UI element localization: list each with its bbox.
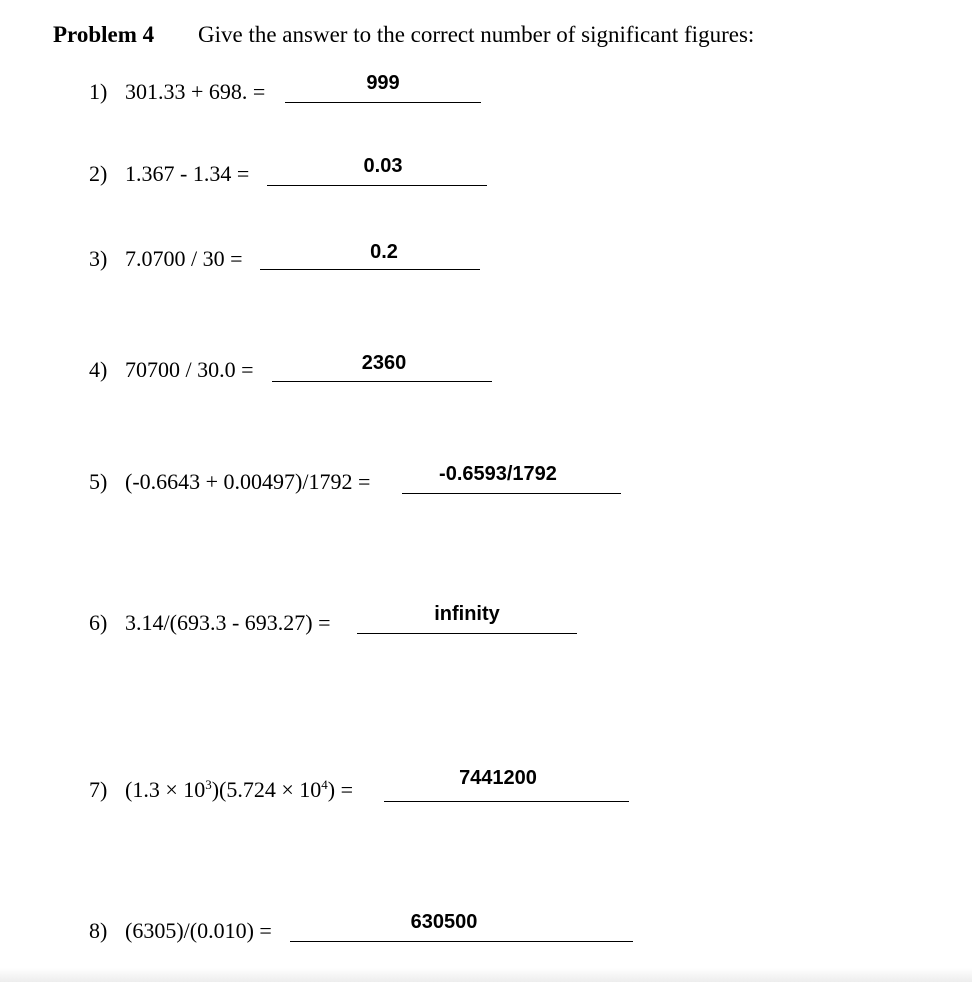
answer-4: 2360 xyxy=(361,352,407,374)
problem-header xyxy=(53,20,755,50)
problem-number: 8) xyxy=(89,918,108,943)
answer-7: 7441200 xyxy=(459,767,537,789)
answer-2: 0.03 xyxy=(363,155,403,177)
problem-3 xyxy=(89,245,243,273)
problem-7 xyxy=(89,776,353,804)
answer-8: 630500 xyxy=(410,911,478,933)
page-bottom-edge xyxy=(0,968,972,982)
problem-expression: 7.0700 / 30 = xyxy=(125,246,243,271)
problem-expression: (6305)/(0.010) = xyxy=(125,918,272,943)
problem-expression-part-b: )(5.724 × 10 xyxy=(211,777,322,802)
problem-instruction: Give the answer to the correct number of significant figures: xyxy=(198,22,755,47)
problem-2 xyxy=(89,160,249,188)
problem-expression: 1.367 - 1.34 = xyxy=(125,161,250,186)
problem-expression-part-a: (1.3 × 10 xyxy=(125,777,206,802)
answer-6: infinity xyxy=(434,603,500,625)
answer-blank xyxy=(272,381,492,382)
problem-number: 6) xyxy=(89,610,108,635)
problem-6 xyxy=(89,609,331,637)
problem-8 xyxy=(89,917,272,945)
problem-1 xyxy=(89,78,265,106)
problem-expression-part-c: ) = xyxy=(327,777,354,802)
problem-number: 3) xyxy=(89,246,108,271)
answer-blank xyxy=(290,941,633,942)
answer-blank xyxy=(402,493,621,494)
problem-label: Problem 4 xyxy=(53,22,155,47)
answer-blank xyxy=(267,185,487,186)
problem-number: 4) xyxy=(89,357,108,382)
exponent: 3 xyxy=(205,777,212,792)
problem-number: 5) xyxy=(89,469,108,494)
answer-blank xyxy=(260,269,480,270)
problem-number: 2) xyxy=(89,161,108,186)
problem-expression: (-0.6643 + 0.00497)/1792 = xyxy=(125,469,371,494)
answer-blank xyxy=(357,633,577,634)
problem-5 xyxy=(89,468,370,496)
problem-expression: 70700 / 30.0 = xyxy=(125,357,254,382)
answer-3: 0.2 xyxy=(370,241,398,263)
problem-4 xyxy=(89,356,254,384)
problem-expression: 301.33 + 698. = xyxy=(125,79,266,104)
answer-blank xyxy=(384,801,629,802)
answer-5: -0.6593/1792 xyxy=(439,463,557,485)
problem-expression: 3.14/(693.3 - 693.27) = xyxy=(125,610,331,635)
answer-1: 999 xyxy=(366,72,400,94)
answer-blank xyxy=(285,102,481,103)
problem-number: 1) xyxy=(89,79,108,104)
exponent: 4 xyxy=(321,777,328,792)
problem-number: 7) xyxy=(89,777,108,802)
